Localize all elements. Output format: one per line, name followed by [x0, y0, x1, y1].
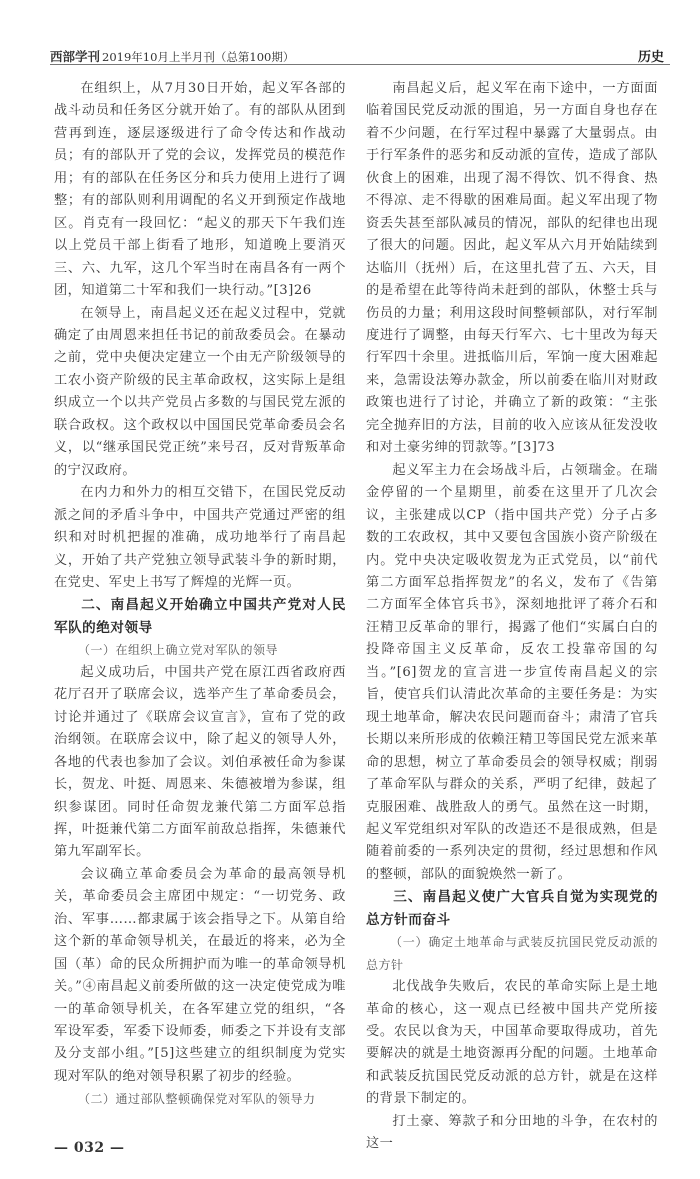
paragraph: 在内力和外力的相互交错下，在国民党反动派之间的矛盾斗争中，中国共产党通过严密的组织和对时机把握的准确，成功地举行了南昌起义，开始了共产党独立领导武装斗争的新时期，在党史、军史上书写了辉煌的光辉一页。 [54, 485, 346, 590]
paragraph: 北伐战争失败后，农民的革命实际上是土地革命的核心，这一观点已经被中国共产党所接受。农民以食为天，中国革命要取得成功，首先要解决的就是土地资源再分配的问题。土地革命和武装反抗国民党反动派的总方针，就是在这样的背景下制定的。 [366, 979, 658, 1107]
page-number: — 032 — [54, 1139, 125, 1156]
paragraph: 起义成功后，中国共产党在原江西省政府西花厅召开了联席会议，选举产生了革命委员会，讨论并通过了《联席会议宣言》，宣布了党的政治纲领。在联席会议中，除了起义的领导人外，各地的代表也参加了会议。刘伯承被任命为参谋长，贺龙、叶挺、周恩来、朱德被增为参谋，组织参谋团。同时任命贺龙兼代第二方面军总指挥，叶挺兼代第二方面军前敌总指挥，朱德兼代第九军副军长。 [54, 664, 346, 860]
paragraph: 会议确立革命委员会为革命的最高领导机关，革命委员会主席团中规定：“一切党务、政治、军事……都隶属于该会指导之下。从第自给这个新的革命领导机关，在最近的将来，必为全国（革）命的民众所拥护而为唯一的革命领导机关。”④南昌起义前委所做的这一决定使党成为唯一的革命领导机关，在各军建立党的组织，“各军设军委，军委下设师委，师委之下并设有支部及分支部小组。”[5]这些建立的组织制度为党实现对军队的绝对领导积累了初步的经验。 [54, 866, 346, 1084]
paragraph: 南昌起义后，起义军在南下途中，一方面面临着国民党反动派的围追，另一方面自身也存在着不少问题，在行军过程中暴露了大量弱点。由于行军条件的恶劣和反动派的宣传，造成了部队伙食上的困难，出现了渴不得饮、饥不得食、热不得凉、走不得歇的困难局面。起义军出现了物资丢失甚至部队减员的情况，部队的纪律也出现了很大的问题。因此，起义军从六月开始陆续到达临川（抚州）后，在这里扎营了五、六天，目的是希望在此等待尚未赶到的部队，休整士兵与伤员的力量；利用这段时间整顿部队，对行军制度进行了调整，由每天行军六、七十里改为每天行军四十余里。进抵临川后，军饷一度大困难起来，急需设法筹办款金，所以前委在临川对财政政策也进行了讨论，并确立了新的政策：“主张完全抛弃旧的方法，目前的收入应该从征发没收和对土豪劣绅的罚款等。”[3]73 [366, 81, 658, 456]
subsection-heading: （二）通过部队整顿确保党对军队的领导力 [78, 1092, 316, 1107]
section-heading-3: 三、南昌起义使广大官兵自觉为实现党的总方针而奋斗 [366, 889, 658, 928]
paragraph: 在组织上，从7月30日开始，起义军各部的战斗动员和任务区分就开始了。有的部队从团到营再到连，逐层逐级进行了命令传达和作战动员；有的部队开了党的会议，发挥党员的模范作用；有的部队在任务区分和兵力使用上进行了调整；有的部队则利用调配的名义开到预定作战地区。肖克有一段回忆：“起义的那天下午我们连以上党员干部上街看了地形，知道晚上要消灭三、六、九军，这几个军当时在南昌各有一两个团，知道第二十军和我们一块行动。”[3]26 [54, 81, 346, 299]
section-label: 历史 [637, 50, 664, 65]
issue-info: 2019年10月上半月刊（总第100期） [102, 50, 295, 64]
subsection-heading: （一）确定土地革命与武装反抗国民党反动派的总方针 [366, 935, 658, 972]
paragraph: 打土豪、筹款子和分田地的斗争，在农村的这一 [366, 1113, 658, 1152]
left-column [54, 78, 346, 1159]
section-heading-2: 二、南昌起义开始确立中国共产党对人民军队的绝对领导 [54, 597, 346, 636]
subsection-heading: （一）在组织上确立党对军队的领导 [78, 643, 279, 658]
journal-name: 西部学刊 [50, 49, 101, 64]
paragraph: 在领导上，南昌起义还在起义过程中，党就确定了由周恩来担任书记的前敌委员会。在暴动之前，党中央便决定建立一个由无产阶级领导的工农小资产阶级的民主革命政权，这实际上是组织成立一个以共产党员占多数的与国民党左派的联合政权。这个政权以中国国民党革命委员会名义，以“继承国民党正统”来号召，反对背叛革命的宁汉政府。 [54, 305, 346, 478]
right-column [366, 78, 658, 1156]
paragraph: 起义军主力在会场战斗后，占领瑞金。在瑞金停留的一个星期里，前委在这里开了几次会议，主张建成以CP（指中国共产党）分子占多数的工农政权，其中又要包含国族小资产阶级在内。党中央决定吸收贺龙为正式党员，以“前代第二方面军总指挥贺龙”的名义，发布了《告第二方面军全体官兵书》，深刻地批评了蒋介石和汪精卫反革命的罪行，揭露了他们“实属白白的投降帝国主义反革命，反农工投靠帝国的勾当。”[6]贺龙的宣言进一步宣传南昌起义的宗旨，使官兵们认清此次革命的主要任务是：为实现土地革命，解决农民问题而奋斗；肃清了官兵长期以来所形成的依赖汪精卫等国民党左派来革命的思想，树立了革命委员会的领导权威；削弱了革命军队与群众的关系，严明了纪律，鼓起了克服困难、战胜敌人的勇气。虽然在这一时期，起义军党组织对军队的改造还不是很成熟，但是随着前委的一系列决定的贯彻，经过思想和作风的整顿，部队的面貌焕然一新了。 [366, 462, 658, 882]
